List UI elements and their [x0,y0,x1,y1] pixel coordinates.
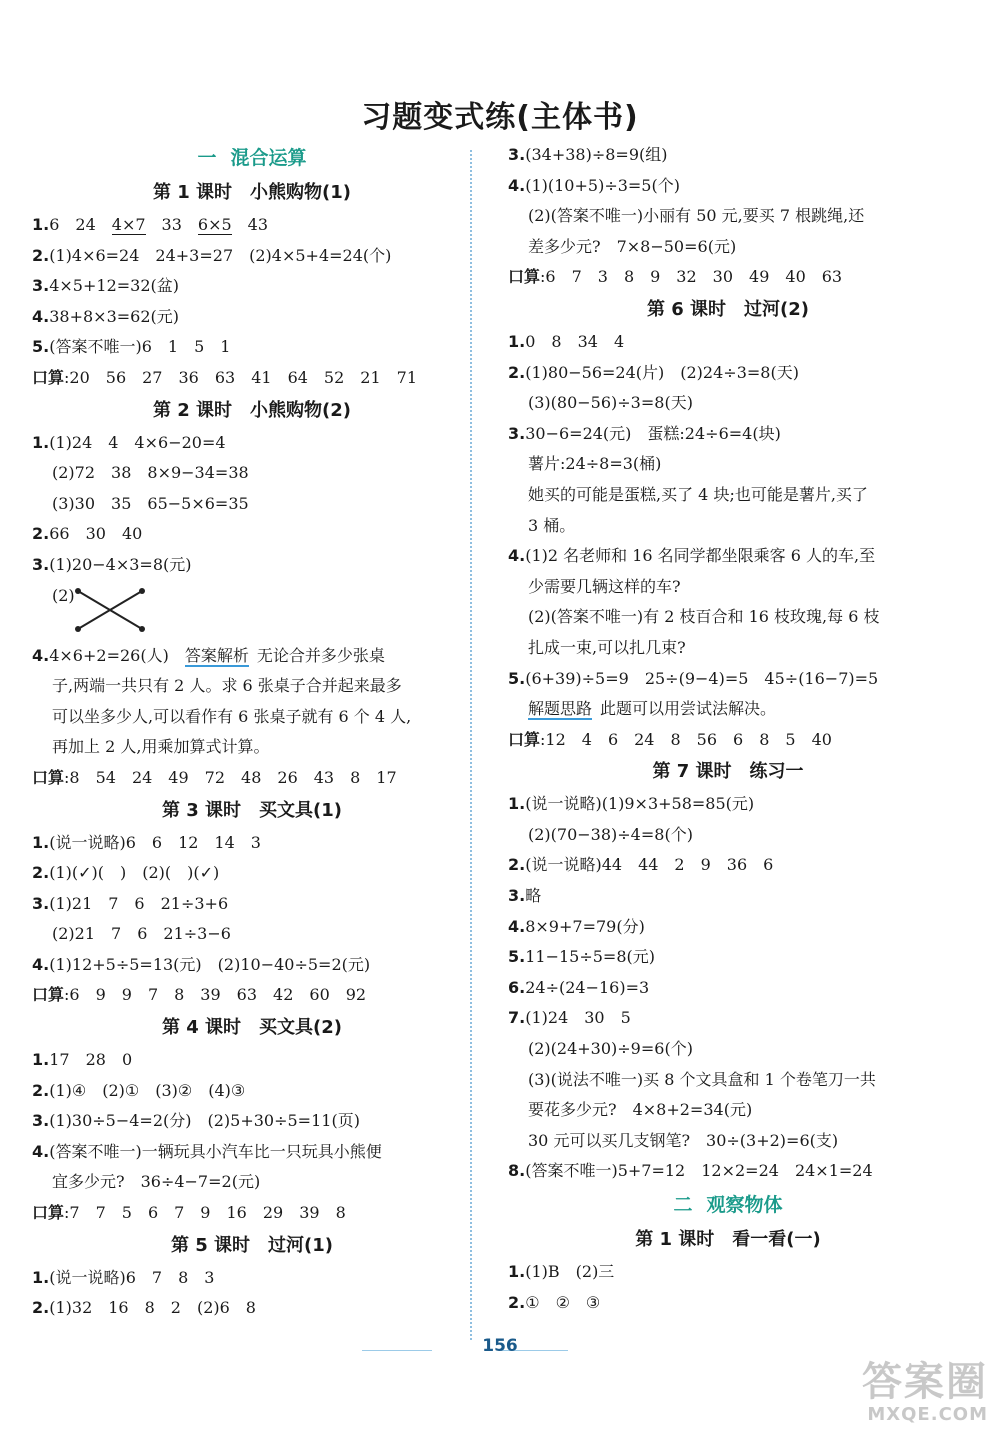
lesson-title: 第 6 课时 过河(2) [646,298,810,320]
question-number: 1. [508,1262,526,1281]
answer-text: 11−15÷5=8(元) [525,947,656,967]
answer-text: (答案不唯一)6 1 5 1 [49,337,231,357]
answer-line: 扎成一束,可以扎几束? [528,637,686,657]
answer-line: (3)30 35 65−5×6=35 [52,493,249,513]
answer-text: (1)(✓)( ) (2)( )(✓) [49,863,220,883]
oral-calc-values: :8 54 24 49 72 48 26 43 8 17 [64,767,397,787]
oral-calc-label: 口算 [32,985,65,1005]
analysis-text: 无论合并多少张桌 [256,645,385,665]
lesson-title: 第 7 课时 练习一 [652,761,804,783]
answer-line [508,1156,948,1187]
question-number: 2. [508,855,526,875]
question-number: 4. [32,645,50,665]
question-number: 2. [32,245,50,265]
question-number: 2. [32,1080,50,1100]
answer-line [32,1076,472,1107]
question-number: 2. [32,524,50,544]
answer-line: 差多少元? 7×8−50=6(元) [528,236,737,256]
answer-text: (1)80−56=24(片) (2)24÷3=8(天) [525,362,799,382]
oral-calc-line [508,725,948,756]
answer-text: 4×6+2=26(人) [49,645,169,665]
question-number: 5. [508,668,526,688]
answer-line [32,332,472,363]
question-number: 4. [32,954,50,974]
question-number: 5. [32,337,50,357]
answer-line [508,171,948,202]
answer-line [32,950,472,981]
question-number: 1. [32,1267,50,1287]
lesson-title: 第 2 课时 小熊购物(2) [152,399,352,421]
lesson-title: 第 3 课时 买文具(1) [161,799,343,821]
lesson-title: 第 4 课时 买文具(2) [161,1017,343,1039]
solution-tag: 解题思路 [528,699,593,719]
answer-line [508,358,948,389]
answer-text: 66 30 40 [49,524,143,544]
answer-text: (1)32 16 8 2 (2)6 8 [49,1298,256,1318]
answer-line [508,850,948,881]
question-number: 8. [508,1161,526,1181]
oral-calc-line [32,980,472,1011]
answer-text: (1)2 名老师和 16 名同学都坐限乘客 6 人的车,至 [525,546,876,566]
answer-line [32,889,472,920]
answer-text: (2) [52,585,75,605]
answer-text: 38+8×3=62(元) [49,306,180,326]
answer-text: 24÷(24−16)=3 [525,977,650,997]
answer-line: 30 元可以买几支钢笔? 30÷(3+2)=6(支) [528,1130,839,1150]
answer-text: (34+38)÷8=9(组) [525,145,668,164]
answer-text: 略 [525,886,542,906]
question-number: 3. [32,554,50,574]
answer-line [32,302,472,333]
answer-line: 要花多少元? 4×8+2=34(元) [528,1100,753,1120]
answer-text: 17 28 0 [49,1050,133,1070]
answer-text: (说一说略)(1)9×3+58=85(元) [525,794,755,814]
answer-line [508,694,948,725]
matching-figure [32,581,472,641]
question-number: 4. [32,1141,50,1161]
question-number: 2. [508,362,526,382]
oral-calc-line [32,363,472,394]
chapter-number: 二 [673,1194,693,1216]
answer-line [32,641,472,672]
oral-calc-label: 口算 [32,767,65,787]
question-number: 7. [508,1008,526,1028]
question-number: 1. [32,832,50,852]
answer-line [32,828,472,859]
answer-text: 4×5+12=32(盆) [49,276,180,296]
analysis-text: 再加上 2 人,用乘加算式计算。 [52,737,270,757]
question-number: 2. [32,1298,50,1318]
lesson-title: 第 1 课时 小熊购物(1) [152,182,352,203]
answer-line [508,327,948,358]
question-number: 4. [508,546,526,566]
answer-line: 3 桶。 [528,515,576,535]
answer-line [508,1288,948,1319]
question-number: 5. [508,947,526,967]
oral-calc-label: 口算 [32,367,65,387]
analysis-text: 可以坐多少人,可以看作有 6 张桌子就有 6 个 4 人, [52,706,412,726]
question-number: 1. [508,794,526,814]
question-number: 3. [508,145,526,164]
answer-line [508,1257,948,1288]
answer-text: 6 24 [49,215,112,234]
analysis-tag: 答案解析 [184,645,249,665]
answer-line: (2)(答案不唯一)小丽有 50 元,要买 7 根跳绳,还 [528,206,865,226]
answer-text: (答案不唯一)5+7=12 12×2=24 24×1=24 [525,1161,873,1181]
question-number: 3. [32,276,50,296]
chapter-heading [32,140,472,176]
answer-line: (2)72 38 8×9−34=38 [52,463,249,483]
answer-text: (1)(10+5)÷3=5(个) [525,175,680,195]
oral-calc-label: 口算 [508,267,541,287]
oral-calc-values: :7 7 5 6 7 9 16 29 39 8 [64,1203,346,1223]
question-number: 2. [508,1292,526,1312]
chapter-number: 一 [197,147,217,169]
chapter-heading [508,1187,948,1223]
question-number: 6. [508,977,526,997]
answer-line [508,789,948,820]
answer-line [32,858,472,889]
oral-calc-values: :6 9 9 7 8 39 63 42 60 92 [64,985,367,1005]
answer-text: (1)④ (2)① (3)② (4)③ [49,1080,246,1100]
oral-calc-values: :12 4 6 24 8 56 6 8 5 40 [540,729,832,749]
answer-line [32,241,472,272]
underlined-answer: 6×5 [197,215,232,234]
oral-calc-line [32,763,472,794]
lesson-title: 第 1 课时 看一看(一) [635,1229,821,1250]
oral-calc-line [508,262,948,293]
answer-text: (1)20−4×3=8(元) [49,554,192,574]
chapter-title: 观察物体 [706,1194,783,1216]
answer-text: 0 8 34 4 [525,331,625,351]
answer-text: (1)30÷5−4=2(分) (2)5+30÷5=11(页) [49,1111,360,1131]
answer-line: (2)21 7 6 21÷3−6 [52,924,231,944]
question-number: 4. [508,175,526,195]
answer-line [508,664,948,695]
answer-text: (1)B (2)三 [525,1262,615,1281]
answer-line: 少需要几辆这样的车? [528,576,681,596]
answer-line: (2)(70−38)÷4=8(个) [528,824,693,844]
answer-text: (1)4×6=24 24+3=27 (2)4×5+4=24(个) [49,245,392,265]
right-column [508,140,948,1318]
answer-line: (2)(24+30)÷9=6(个) [528,1039,693,1059]
answer-line [32,271,472,302]
left-column [32,140,472,1324]
answer-text: 43 [231,215,269,234]
question-number: 3. [508,423,526,443]
analysis-text: 子,两端一共只有 2 人。求 6 张桌子合并起来最多 [52,676,402,696]
answer-text: (6+39)÷5=9 25÷(9−4)=5 45÷(16−7)=5 [525,668,879,688]
answer-line [32,1137,472,1168]
answer-line [32,1045,472,1076]
answer-line [32,1263,472,1294]
oral-calc-label: 口算 [508,729,541,749]
question-number: 3. [508,886,526,906]
answer-text: 33 [145,215,198,234]
underlined-answer: 4×7 [111,215,146,234]
chapter-title: 混合运算 [230,147,307,169]
answer-line [32,210,472,241]
answer-text: ① ② ③ [525,1292,601,1312]
answer-line [508,1003,948,1034]
question-number: 4. [508,916,526,936]
question-number: 1. [508,331,526,351]
answer-line [32,1106,472,1137]
answer-line: 她买的可能是蛋糕,买了 4 块;也可能是薯片,买了 [528,484,868,504]
question-number: 1. [32,1050,50,1070]
answer-line: (3)(说法不唯一)买 8 个文具盒和 1 个卷笔刀一共 [528,1069,876,1089]
answer-text: (说一说略)6 7 8 3 [49,1267,215,1287]
question-number: 4. [32,306,50,326]
answer-text: (1)21 7 6 21÷3+6 [49,893,229,913]
answer-line [508,912,948,943]
answer-text: (说一说略)44 44 2 9 36 6 [525,855,774,875]
answer-text: (答案不唯一)一辆玩具小汽车比一只玩具小熊便 [49,1141,382,1161]
oral-calc-label: 口算 [32,1203,65,1223]
answer-line [32,1293,472,1324]
answer-line [508,973,948,1004]
solution-text: 此题可以用尝试法解决。 [600,699,777,719]
page-number [0,1336,1000,1356]
oral-calc-values: :20 56 27 36 63 41 64 52 21 71 [64,367,418,387]
answer-line [508,140,948,171]
question-number: 3. [32,893,50,913]
oral-calc-values: :6 7 3 8 9 32 30 49 40 63 [540,267,843,287]
answer-text: (1)12+5÷5=13(元) (2)10−40÷5=2(元) [49,954,371,974]
answer-line: 薯片:24÷8=3(桶) [528,454,662,474]
question-number: 2. [32,863,50,883]
answer-text: (说一说略)6 6 12 14 3 [49,832,261,852]
answer-text: (1)24 30 5 [525,1008,631,1028]
oral-calc-line [32,1198,472,1229]
answer-line [32,519,472,550]
page-number-text: 156 [482,1336,518,1356]
answer-line [508,942,948,973]
lesson-title: 第 5 课时 过河(1) [170,1234,334,1256]
answer-text: 8×9+7=79(分) [525,916,645,936]
answer-line [508,881,948,912]
answer-line [508,419,948,450]
question-number: 1. [32,215,50,234]
answer-line [508,541,948,572]
answer-text: 30−6=24(元) 蛋糕:24÷6=4(块) [525,423,781,443]
answer-line: (2)(答案不唯一)有 2 枝百合和 16 枝玫瑰,每 6 枝 [528,607,880,627]
watermark-text: 答案圈 [862,1359,988,1405]
page-title: 习题变式练(主体书) [361,100,639,135]
watermark-logo [838,1360,988,1425]
answer-line [32,428,472,459]
answer-text: (1)24 4 4×6−20=4 [49,432,226,452]
answer-line: (3)(80−56)÷3=8(天) [528,393,693,413]
question-number: 1. [32,432,50,452]
answer-line [32,550,472,581]
answer-line: 宜多少元? 36÷4−7=2(元) [52,1172,261,1192]
matching-lines-icon [72,581,192,641]
question-number: 3. [32,1111,50,1131]
watermark-url: MXQE.COM [867,1404,988,1425]
